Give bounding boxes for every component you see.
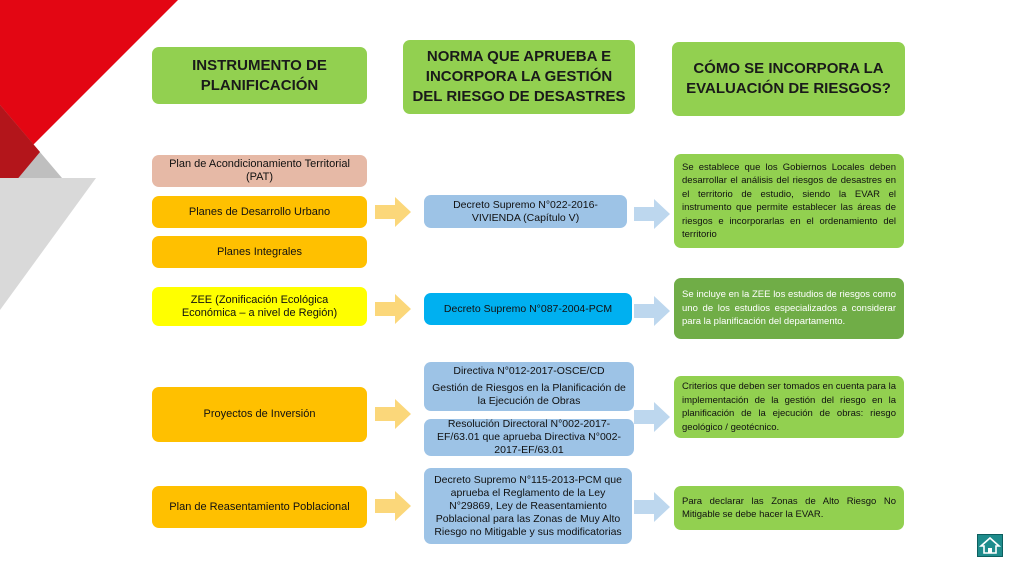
norm-ds087-text: Decreto Supremo N°087-2004-PCM [443,302,613,315]
norm-ds115 [424,468,632,544]
norm-ds115-text: Decreto Supremo N°115-2013-PCM que aprueba el Reglamento de la Ley N°29869, Ley de Reasentamiento Poblacional para las Zonas de Muy Alto Riesgo no Mitigable y sus modificatorias [434,473,622,538]
arrow-right-icon [375,398,413,430]
arrow-right-icon [634,401,672,433]
assessment-criterios-text: Criterios que deben ser tomados en cuenta para la implementación de la gestión del riesgo en la planificación de la ejecución de obras: riesgo geológico / geotécnico. [682,381,896,433]
norm-resolucion-text: Resolución Directoral N°002-2017-EF/63.01 que aprueba Directiva N°002-2017-EF/63.01 [437,418,621,456]
assessment-zee [674,278,904,339]
instrument-zee [152,287,367,326]
norm-ds022 [424,195,627,228]
norm-directiva-title: Directiva N°012-2017-OSCE/CD [453,365,605,377]
light-grey-triangle [0,178,96,310]
assessment-gobiernos [674,154,904,248]
arrow-right-icon [375,490,413,522]
instrument-pat-text: Plan de Acondicionamiento Territorial (PAT) [169,158,350,183]
arrow-right-icon [634,491,672,523]
instrument-pdu-text: Planes de Desarrollo Urbano [188,205,331,218]
norm-directiva-desc: Gestión de Riesgos en la Planificación de la Ejecución de Obras [432,382,626,407]
assessment-criterios [674,376,904,438]
home-button[interactable] [977,534,1003,557]
instrument-pi [152,236,367,268]
header-evaluacion-text: CÓMO SE INCORPORA LA EVALUACIÓN DE RIESGOS? [686,60,891,97]
header-instrumento-text: INSTRUMENTO DE PLANIFICACIÓN [192,56,327,94]
instrument-proyectos [152,387,367,442]
header-norma-text: NORMA QUE APRUEBA E INCORPORA LA GESTIÓN DEL RIESGO DE DESASTRES [412,48,626,105]
arrow-right-icon [375,196,413,228]
instrument-pdu [152,196,367,228]
norm-ds022-text: Decreto Supremo N°022-2016-VIVIENDA (Capítulo V) [453,198,598,224]
arrow-right-icon [634,198,672,230]
instrument-reasentamiento [152,486,367,528]
header-norma [403,40,635,114]
norm-resolucion [424,419,634,456]
header-instrumento [152,47,367,104]
norm-ds087 [424,293,632,325]
instrument-zee-text: ZEE (Zonificación Ecológica Económica – a nivel de Región) [181,293,338,319]
instrument-proyectos-text: Proyectos de Inversión [203,408,316,420]
norm-directiva [424,362,634,411]
instrument-pi-text: Planes Integrales [217,245,302,258]
assessment-gobiernos-text: Se establece que los Gobiernos Locales deben desarrollar el análisis del riesgos de desastres en el territorio de estudio, siendo la EVAR el instrumento que permite establecer las áreas de riesgos e incorporarlas en el ordenamiento del territorio [682,161,896,240]
home-icon [978,535,1002,556]
assessment-zonas [674,486,904,530]
instrument-pat [152,155,367,187]
instrument-reasentamiento-text: Plan de Reasentamiento Poblacional [169,500,350,513]
arrow-right-icon [634,295,672,327]
arrow-right-icon [375,293,413,325]
header-evaluacion [672,42,905,116]
assessment-zonas-text: Para declarar las Zonas de Alto Riesgo No Mitigable se debe hacer la EVAR. [682,495,896,520]
assessment-zee-text: Se incluye en la ZEE los estudios de riesgos como uno de los estudios especializados a considerar para la planificación del departamento. [682,289,896,328]
